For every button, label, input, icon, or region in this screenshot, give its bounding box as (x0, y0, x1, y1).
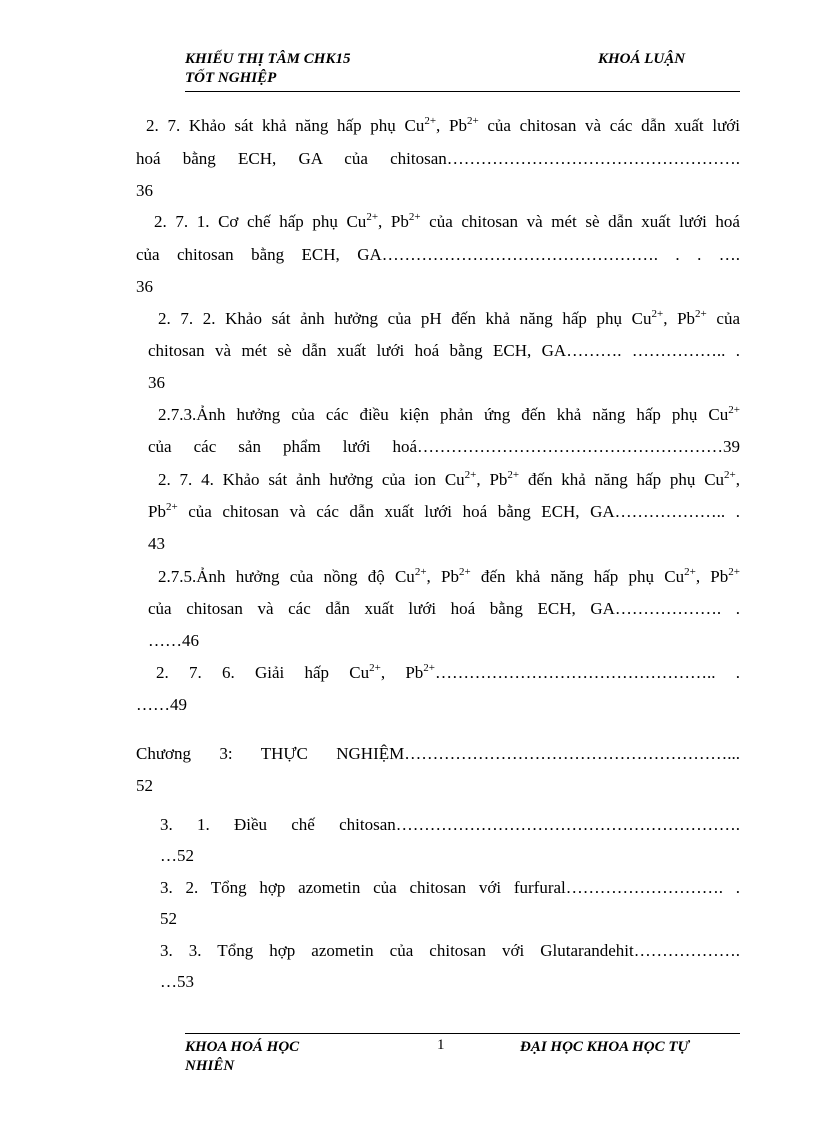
footer-right: ĐẠI HỌC KHOA HỌC TỰ (520, 1039, 690, 1055)
toc-entry-title-cont: của các sản phẩm lưới hoá………………………………………………39 (148, 437, 740, 456)
toc-entry-title-cont: $Pb^{2+}$ của chitosan và các dẫn xuất lưới hoá bằng ECH, GA……………….. . (148, 501, 740, 521)
header-subtitle: TỐT NGHIỆP (185, 70, 277, 86)
toc-page-number: ……46 (148, 631, 199, 650)
header-left (185, 50, 445, 88)
toc-page-number: 36 (148, 373, 165, 392)
toc-entry-title: 3. 3. Tổng hợp azometin của chitosan với Glutarandehit………………. (160, 941, 740, 960)
footer-faculty-cont: NHIÊN (185, 1058, 235, 1074)
header-divider (185, 91, 740, 92)
footer-faculty: KHOA HOÁ HỌC (185, 1039, 300, 1055)
toc-page-number: 52 (160, 909, 177, 928)
toc-page-number: 36 (136, 277, 153, 296)
toc-entry-title: 3. 2. Tổng hợp azometin của chitosan với furfural………………………. . (160, 878, 740, 897)
toc-page-number: …52 (160, 846, 194, 865)
page-number: 1 (437, 1037, 445, 1053)
toc-entry-title: 2. 7. 2. Khảo sát ảnh hưởng của pH đến khả năng hấp phụ $Cu^{2+}$, $Pb^{2+}$ của (158, 308, 740, 328)
toc-entry-title-cont: của chitosan và các dẫn xuất lưới hoá bằng ECH, GA………………. . (148, 599, 740, 618)
toc-page-number: 43 (148, 534, 165, 553)
header-author: KHIẾU THỊ TÂM CHK15 (185, 51, 351, 67)
toc-entry-title: 2. 7. 1. Cơ chế hấp phụ $Cu^{2+}$, $Pb^{2+}$ của chitosan và mét sè dẫn xuất lưới hoá (154, 211, 740, 231)
toc-page-number: 36 (136, 181, 153, 200)
toc-entry-title-cont: hoá bằng ECH, GA của chitosan……………………………………………. (136, 149, 740, 168)
toc-page-number: …53 (160, 972, 194, 991)
toc-chapter-title: Chương 3: THỰC NGHIỆM…………………………………………………... (136, 744, 740, 763)
toc-entry-title: 2.7.5.Ảnh hưởng của nồng độ $Cu^{2+}$, $Pb^{2+}$ đến khả năng hấp phụ $Cu^{2+}$, $Pb^{2+}$ (158, 566, 740, 586)
toc-entry-title: 3. 1. Điều chế chitosan……………………………………………………. (160, 815, 740, 834)
toc-entry-title: 2. 7. 4. Khảo sát ảnh hưởng của ion $Cu^{2+}$, $Pb^{2+}$ đến khả năng hấp phụ $Cu^{2+}$, (158, 469, 740, 489)
footer-left (185, 1038, 355, 1076)
toc-page-number: 52 (136, 776, 153, 795)
toc-entry-title: 2.7.3.Ảnh hưởng của các điều kiện phản ứng đến khả năng hấp phụ $Cu^{2+}$ (158, 404, 740, 424)
toc-entry-title: 2. 7. 6. Giải hấp $Cu^{2+}$, $Pb^{2+}\dots\dots\dots\dots\dots\dots\dots\dots\dots\dots\dots\dots\dots\dots\dots\dots$.. . (156, 662, 740, 682)
header-right: KHOÁ LUẬN (598, 51, 686, 67)
toc-entry-title-cont: của chitosan bằng ECH, GA…………………………………………. . . …. (136, 245, 740, 264)
toc-entry-title-cont: chitosan và mét sè dẫn xuất lưới hoá bằng ECH, GA………. …………….. . (148, 341, 740, 360)
footer-divider (185, 1033, 740, 1034)
toc-page-number: ……49 (136, 695, 187, 714)
toc-entry-title: 2. 7. Khảo sát khả năng hấp phụ $Cu^{2+}$, $Pb^{2+}$ của chitosan và các dẫn xuất lưới (146, 115, 740, 135)
